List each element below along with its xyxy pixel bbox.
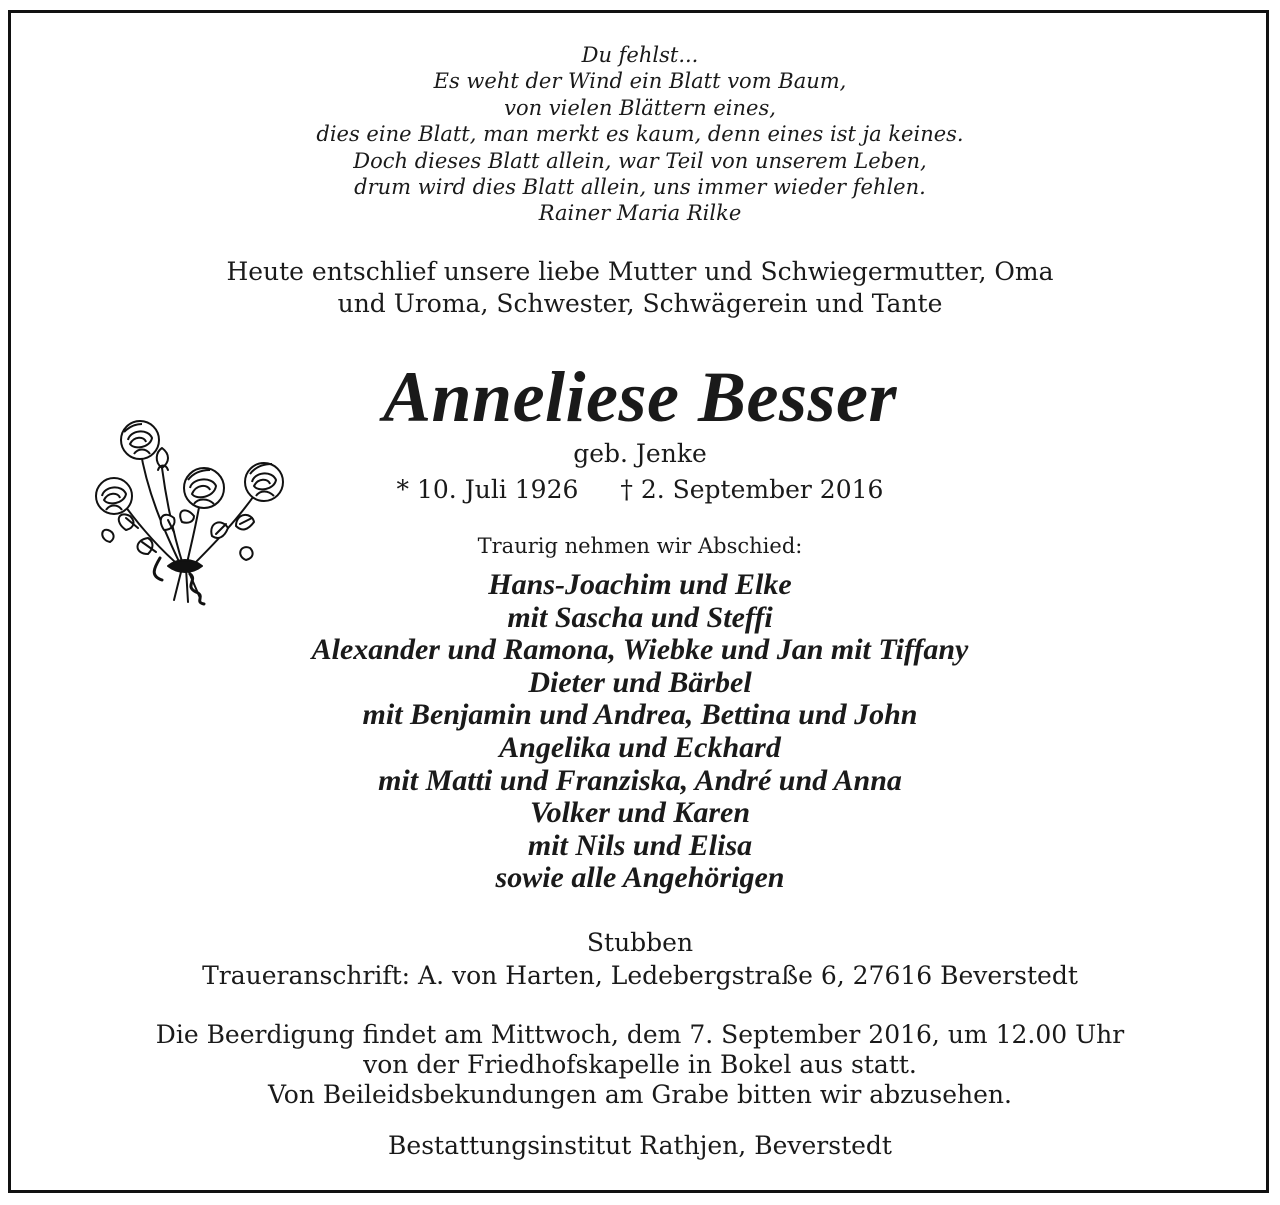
farewell-heading: Traurig nehmen wir Abschied: [477,534,803,558]
mourner-line: Alexander und Ramona, Wiebke und Jan mit Tiffany [311,633,969,667]
poem-line: Doch dieses Blatt allein, war Teil von unserem Leben, [353,148,927,173]
poem-line: Du fehlst... [581,43,699,67]
poem-author: Rainer Maria Rilke [538,201,742,226]
undertaker: Bestattungsinstitut Rathjen, Beverstedt [388,1131,892,1160]
mourner-line: Hans-Joachim und Elke [488,568,792,601]
intro-line-2: und Uroma, Schwester, Schwägerein und Tante [337,289,943,318]
poem-line: von vielen Blättern eines, [504,95,776,120]
poem-line: drum wird dies Blatt allein, uns immer wieder fehlen. [354,175,926,200]
mourner-line: mit Benjamin und Andrea, Bettina und John [362,698,918,732]
death-date: † 2. September 2016 [620,475,884,504]
deceased-name: Anneliese Besser [382,357,897,437]
mourner-line: Angelika und Eckhard [499,730,781,764]
mourner-line: Volker und Karen [529,796,751,830]
funeral-line: Die Beerdigung findet am Mittwoch, dem 7. September 2016, um 12.00 Uhr [155,1020,1125,1049]
poem-line: Es weht der Wind ein Blatt vom Baum, [433,69,847,94]
poem-line: dies eine Blatt, man merkt es kaum, denn eines ist ja keines. [316,122,964,147]
maiden-name: geb. Jenke [573,439,707,468]
birth-date: * 10. Juli 1926 [396,475,579,504]
funeral-line: Von Beileidsbekundungen am Grabe bitten wir abzusehen. [268,1080,1012,1109]
place-name: Stubben [586,928,694,957]
intro-text [0,256,1280,320]
mourning-address: Traueranschrift: A. von Harten, Ledebergstraße 6, 27616 Beverstedt [202,961,1078,990]
mourner-line: mit Sascha und Steffi [507,600,773,634]
mourner-line: mit Nils und Elisa [527,828,753,862]
intro-line-1: Heute entschlief unsere liebe Mutter und Schwiegermutter, Oma [226,257,1054,286]
mourners-list [0,569,1280,895]
mourner-line: sowie alle Angehörigen [495,861,785,895]
mourner-line: Dieter und Bärbel [528,665,752,699]
funeral-info [0,1020,1280,1110]
poem [0,42,1280,227]
mourner-line: mit Matti und Franziska, André und Anna [378,763,902,797]
funeral-line: von der Friedhofskapelle in Bokel aus statt. [363,1050,917,1079]
